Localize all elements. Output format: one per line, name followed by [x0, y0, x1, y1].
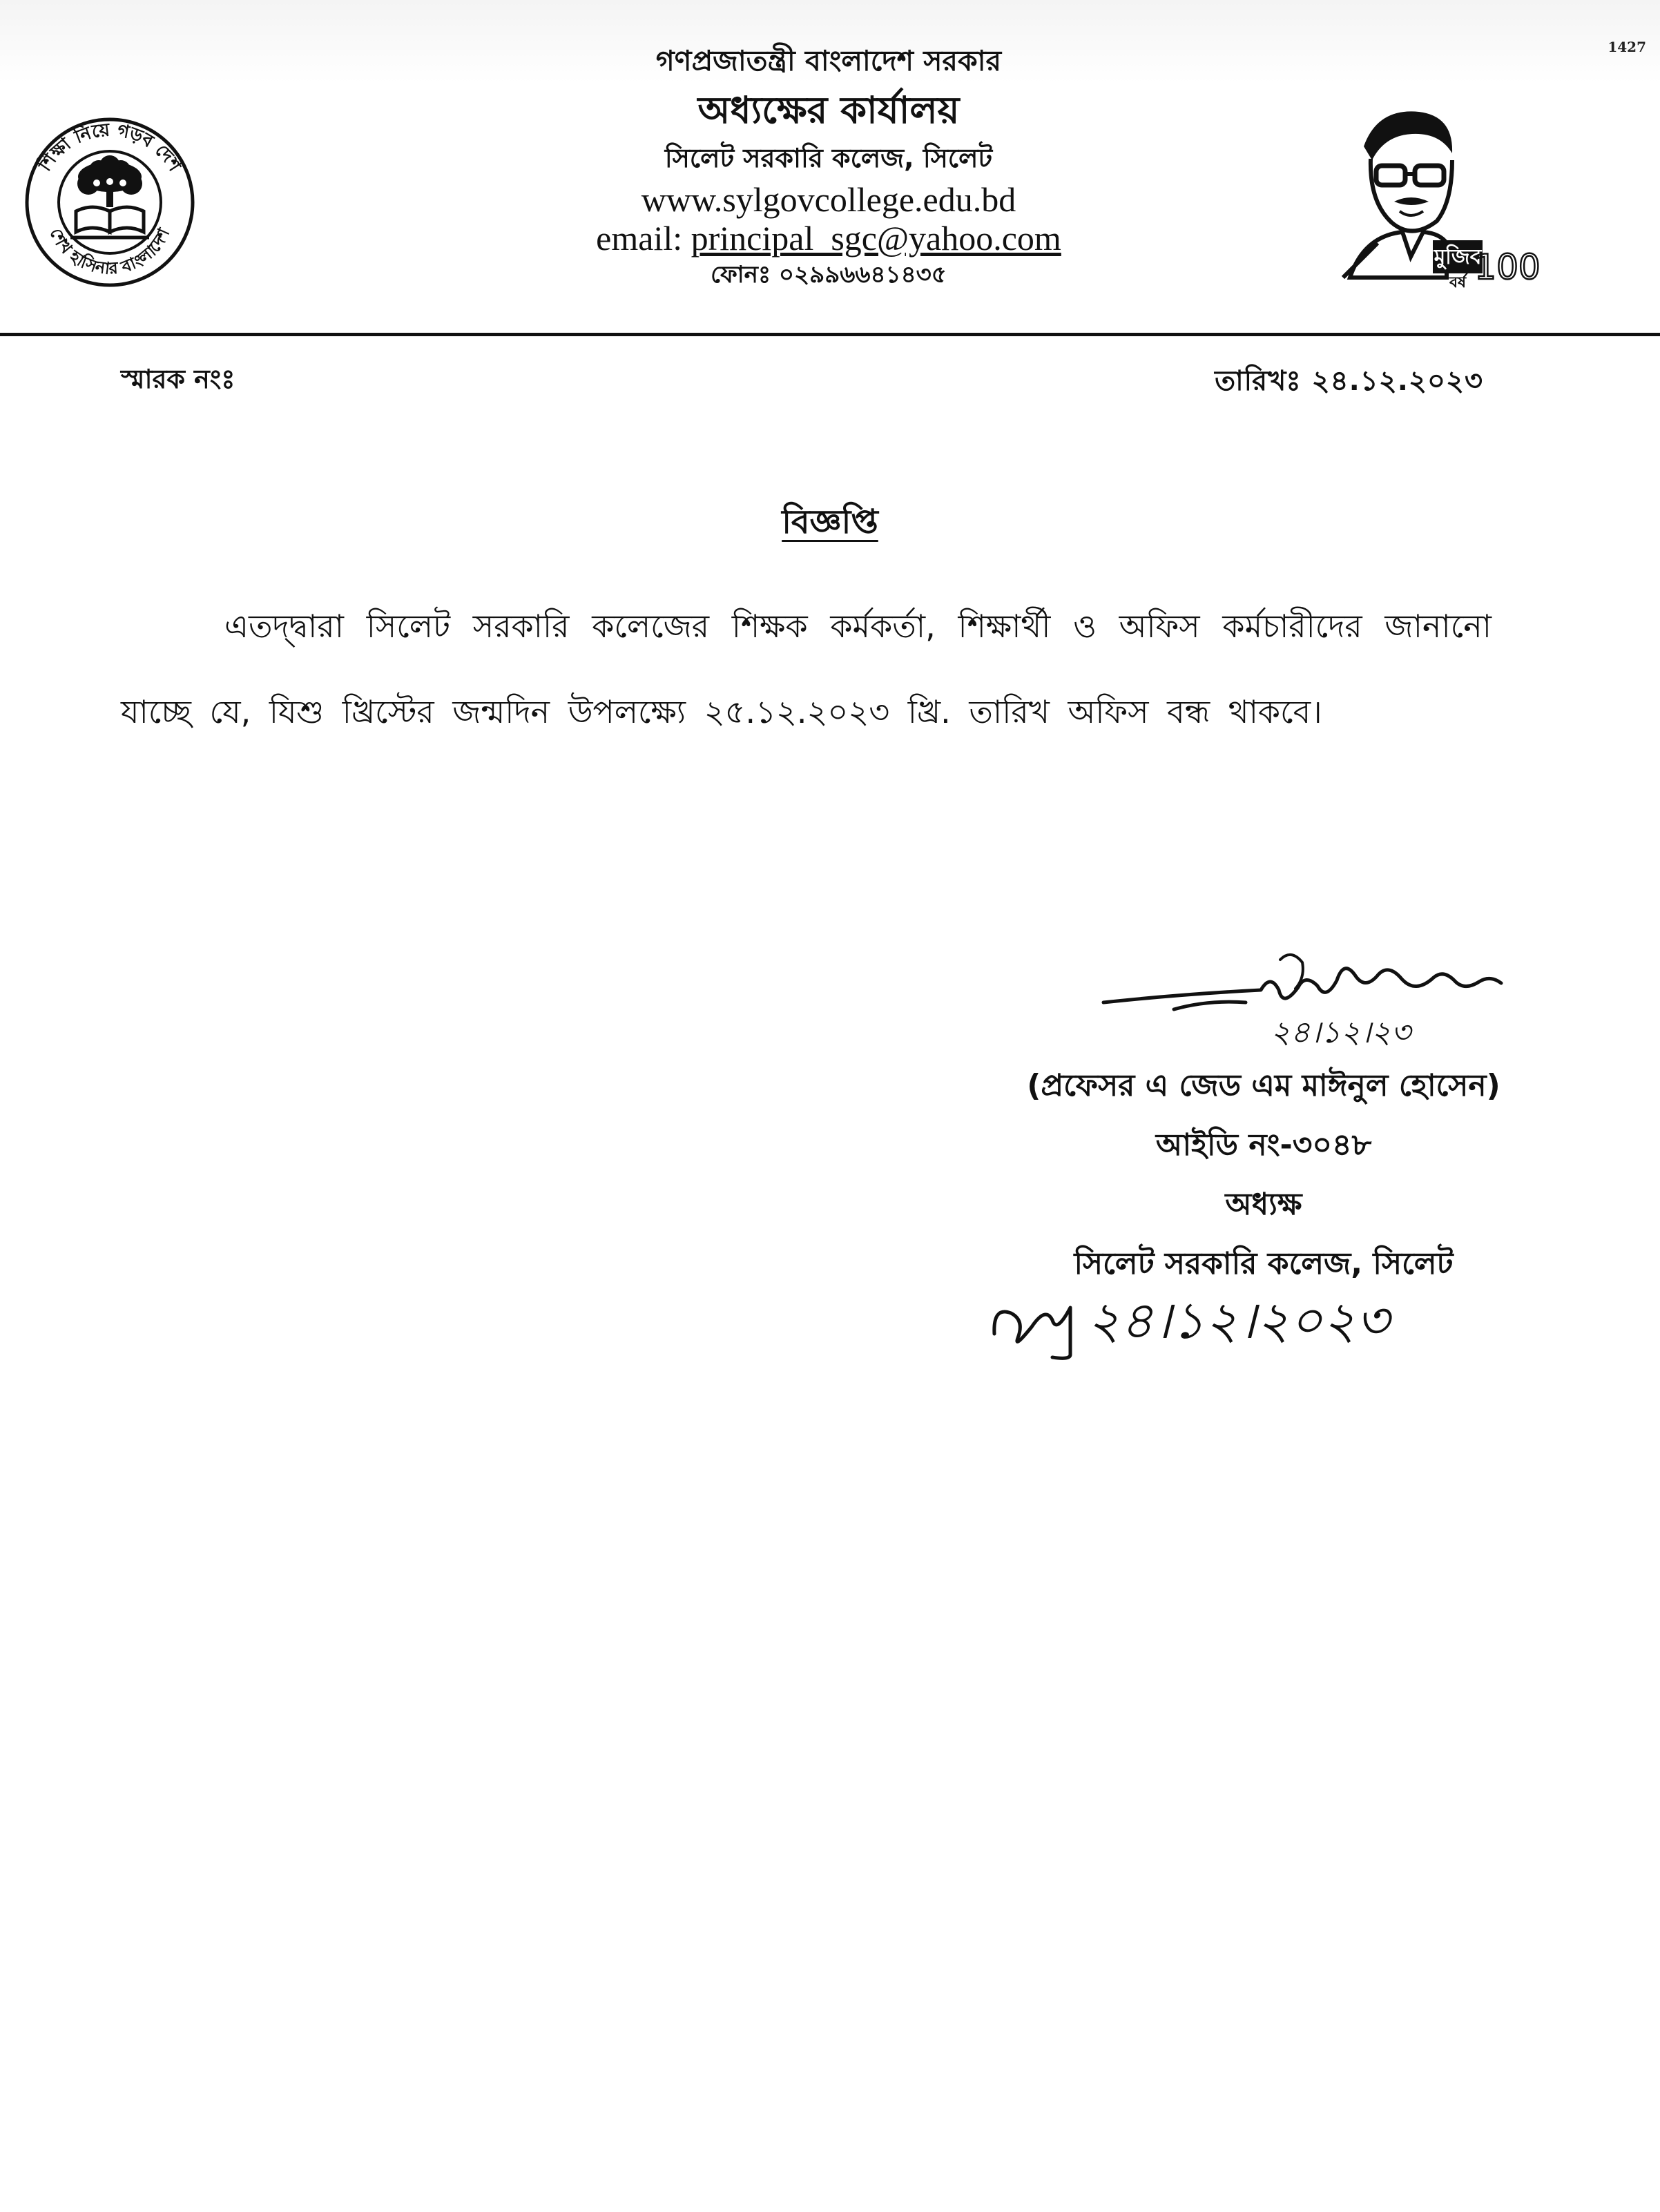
signatory-details — [953, 1056, 1574, 1294]
college-name: সিলেট সরকারি কলেজ, সিলেট — [664, 143, 993, 174]
mujib-text: মুজিব — [1434, 245, 1482, 269]
borsho-text: বর্ষ — [1449, 274, 1467, 291]
memo-number: স্মারক নংঃ — [121, 364, 235, 394]
signature-block — [953, 946, 1574, 1374]
letterhead — [414, 46, 1243, 288]
signatory-designation: অধ্যক্ষ — [1225, 1187, 1302, 1222]
office-name: অধ্যক্ষের কার্যালয় — [697, 88, 960, 132]
handwritten-signature — [1098, 946, 1512, 1063]
college-emblem-icon — [12, 116, 207, 289]
signatory-name: (প্রফেসর এ জেড এম মাঈনুল হোসেন) — [1027, 1068, 1500, 1103]
mujib-borsho-portrait-icon — [1336, 105, 1541, 298]
notice-title: বিজ্ঞপ্তি — [782, 503, 878, 541]
signature-initial-date: ২৪।১২।২৩ — [1271, 1015, 1411, 1050]
government-name: গণপ্রজাতন্ত্রী বাংলাদেশ সরকার — [655, 44, 1002, 77]
phone-number: ফোনঃ ০২৯৯৬৬৪১৪৩৫ — [711, 260, 947, 289]
email-label: email: — [596, 218, 691, 258]
emblem-bottom-text: শেখ হাসিনার বাংলাদেশ — [46, 224, 174, 279]
signatory-institution: সিলেট সরকারি কলেজ, সিলেট — [1074, 1246, 1454, 1281]
email-line — [414, 219, 1243, 258]
website-link[interactable]: www.sylgovcollege.edu.bd — [641, 180, 1016, 219]
notice-date: তারিখঃ ২৪.১২.২০২৩ — [1215, 365, 1483, 397]
emblem-top-text: শিক্ষা নিয়ে গড়ব দেশ — [35, 119, 185, 175]
notice-body: এতদ্দ্বারা সিলেট সরকারি কলেজের শিক্ষক কর্মকর্তা, শিক্ষার্থী ও অফিস কর্মচারীদের জানানো যাচ্ছে যে, যিশু খ্রিস্টের জন্মদিন উপলক্ষ্যে ২৫.১২.২০২৩ খ্রি. তারিখ অফিস বন্ধ থাকবে। — [121, 608, 1492, 730]
email-link[interactable]: principal_sgc@yahoo.com — [691, 218, 1061, 258]
header-divider — [0, 333, 1660, 336]
signatory-id: আইডি নং-৩০৪৮ — [1155, 1127, 1372, 1163]
handwritten-date-text: ২৪।১২।২০২৩ — [1087, 1291, 1389, 1350]
mujib-100-text: 100 — [1474, 247, 1541, 287]
page-number: 1427 — [1608, 39, 1646, 55]
handwritten-date — [990, 1272, 1389, 1361]
